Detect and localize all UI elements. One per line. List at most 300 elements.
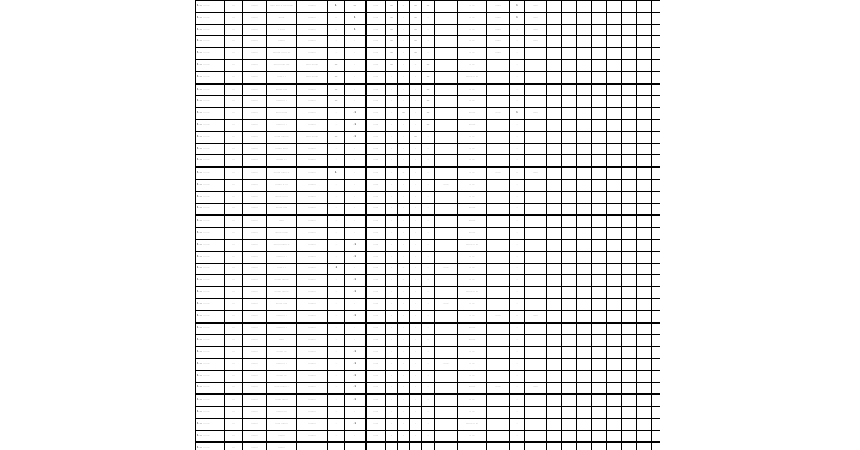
empty-cell[interactable] (607, 394, 622, 406)
table-cell[interactable]: ······ (487, 108, 510, 120)
table-cell[interactable]: 1 — ·· ····· (196, 430, 225, 442)
empty-cell[interactable] (637, 418, 652, 430)
table-cell[interactable]: ········ (458, 203, 487, 215)
table-cell[interactable]: ······ ········· ·· (267, 239, 297, 251)
table-cell[interactable]: — (386, 1, 398, 13)
table-cell[interactable]: ········· (297, 203, 328, 215)
table-cell[interactable] (435, 191, 458, 203)
table-cell[interactable]: ······ ········ (297, 131, 328, 143)
table-cell[interactable]: · (422, 228, 435, 240)
empty-cell[interactable] (592, 179, 607, 191)
table-cell[interactable]: · (345, 203, 366, 215)
table-cell[interactable]: 1 — ·· ····· (196, 251, 225, 263)
table-cell[interactable]: ······ ········ · (267, 382, 297, 394)
empty-cell[interactable] (652, 298, 661, 310)
table-cell[interactable]: ·· (398, 275, 410, 287)
empty-cell[interactable] (562, 394, 577, 406)
table-cell[interactable]: · (510, 335, 525, 347)
table-cell[interactable]: 1 — ·· ····· (196, 382, 225, 394)
table-cell[interactable]: · (398, 131, 410, 143)
table-cell[interactable]: · (410, 287, 422, 299)
empty-cell[interactable] (637, 287, 652, 299)
table-cell[interactable] (525, 394, 547, 406)
table-cell[interactable]: ······ (366, 430, 386, 442)
table-cell[interactable] (487, 191, 510, 203)
table-cell[interactable]: · (422, 191, 435, 203)
table-cell[interactable]: ··· (225, 298, 243, 310)
table-cell[interactable] (487, 71, 510, 83)
table-cell[interactable] (487, 84, 510, 96)
table-cell[interactable]: · (345, 228, 366, 240)
empty-cell[interactable] (607, 71, 622, 83)
table-cell[interactable]: · (510, 394, 525, 406)
empty-cell[interactable] (577, 394, 592, 406)
empty-cell[interactable] (637, 48, 652, 60)
table-cell[interactable]: ········ (267, 36, 297, 48)
table-cell[interactable]: — (328, 84, 345, 96)
empty-cell[interactable] (607, 310, 622, 322)
table-cell[interactable]: 1 — ·· ····· (196, 143, 225, 155)
empty-cell[interactable] (637, 1, 652, 13)
empty-cell[interactable] (577, 48, 592, 60)
empty-cell[interactable] (547, 407, 562, 419)
table-cell[interactable] (435, 228, 458, 240)
table-cell[interactable] (525, 275, 547, 287)
table-cell[interactable]: 1 — ·· ····· (196, 12, 225, 24)
table-cell[interactable]: 1 — ·· ····· (196, 298, 225, 310)
empty-cell[interactable] (592, 323, 607, 335)
table-cell[interactable]: — (386, 12, 398, 24)
table-cell[interactable]: 1 — ·· ····· (196, 48, 225, 60)
table-cell[interactable]: ······ (366, 251, 386, 263)
empty-cell[interactable] (652, 228, 661, 240)
empty-cell[interactable] (652, 275, 661, 287)
empty-cell[interactable] (562, 287, 577, 299)
table-cell[interactable]: ·1 (345, 358, 366, 370)
table-cell[interactable] (525, 347, 547, 359)
table-cell[interactable]: · (410, 228, 422, 240)
empty-cell[interactable] (562, 275, 577, 287)
empty-cell[interactable] (592, 84, 607, 96)
table-cell[interactable]: ······ (366, 155, 386, 167)
table-cell[interactable]: · (510, 298, 525, 310)
empty-cell[interactable] (592, 48, 607, 60)
table-cell[interactable]: · (398, 251, 410, 263)
table-cell[interactable]: ······· (487, 24, 510, 36)
table-cell[interactable]: ········· (297, 310, 328, 322)
empty-cell[interactable] (592, 407, 607, 419)
table-cell[interactable]: — (328, 131, 345, 143)
table-cell[interactable]: · (398, 239, 410, 251)
table-cell[interactable]: · (398, 155, 410, 167)
empty-cell[interactable] (577, 167, 592, 179)
table-cell[interactable]: ······ (366, 215, 386, 227)
empty-cell[interactable] (607, 167, 622, 179)
empty-cell[interactable] (577, 287, 592, 299)
empty-cell[interactable] (622, 84, 637, 96)
table-cell[interactable] (410, 442, 422, 450)
table-cell[interactable]: · (510, 179, 525, 191)
empty-cell[interactable] (562, 215, 577, 227)
table-cell[interactable]: · (510, 143, 525, 155)
table-cell[interactable]: — (386, 36, 398, 48)
table-cell[interactable]: ········ (243, 167, 267, 179)
table-cell[interactable]: · (345, 335, 366, 347)
empty-cell[interactable] (577, 430, 592, 442)
table-cell[interactable]: ······· ······· (267, 394, 297, 406)
table-cell[interactable]: ········ ········ (267, 287, 297, 299)
table-cell[interactable]: ·· (398, 1, 410, 13)
table-cell[interactable]: ·1 (345, 239, 366, 251)
table-cell[interactable]: ······ (525, 12, 547, 24)
table-cell[interactable] (487, 251, 510, 263)
empty-cell[interactable] (652, 131, 661, 143)
table-cell[interactable]: 1 — ·· ····· (196, 442, 225, 450)
table-cell[interactable]: 1 — ·· ····· (196, 108, 225, 120)
table-cell[interactable] (525, 179, 547, 191)
table-cell[interactable]: 1 — ·· ····· (196, 335, 225, 347)
table-cell[interactable] (487, 407, 510, 419)
empty-cell[interactable] (637, 167, 652, 179)
table-cell[interactable]: 1 — ·· ····· (196, 203, 225, 215)
table-cell[interactable] (510, 442, 525, 450)
table-cell[interactable]: ········· (297, 119, 328, 131)
table-cell[interactable]: · (510, 119, 525, 131)
empty-cell[interactable] (637, 239, 652, 251)
table-cell[interactable]: ······ (366, 347, 386, 359)
empty-cell[interactable] (562, 96, 577, 108)
empty-cell[interactable] (547, 155, 562, 167)
table-cell[interactable]: · (328, 155, 345, 167)
table-cell[interactable] (435, 394, 458, 406)
table-cell[interactable]: ··· (225, 407, 243, 419)
table-cell[interactable]: ······ (487, 310, 510, 322)
empty-cell[interactable] (652, 96, 661, 108)
table-cell[interactable]: ······· (487, 48, 510, 60)
table-cell[interactable]: · (398, 287, 410, 299)
table-cell[interactable]: · (510, 382, 525, 394)
table-cell[interactable]: ······ · · (267, 71, 297, 83)
table-cell[interactable]: · (510, 191, 525, 203)
table-cell[interactable]: · (328, 48, 345, 60)
table-cell[interactable]: ········· (297, 323, 328, 335)
table-cell[interactable]: ········ (243, 96, 267, 108)
table-cell[interactable] (487, 275, 510, 287)
empty-cell[interactable] (607, 143, 622, 155)
table-cell[interactable]: · (510, 71, 525, 83)
empty-cell[interactable] (637, 108, 652, 120)
table-cell[interactable]: ········ (243, 287, 267, 299)
table-cell[interactable] (525, 71, 547, 83)
table-cell[interactable]: ········· (297, 298, 328, 310)
empty-cell[interactable] (577, 108, 592, 120)
empty-cell[interactable] (607, 298, 622, 310)
table-cell[interactable]: · (422, 155, 435, 167)
table-cell[interactable]: · (510, 215, 525, 227)
table-cell[interactable]: — (328, 59, 345, 71)
table-cell[interactable]: · (510, 36, 525, 48)
table-cell[interactable] (525, 251, 547, 263)
table-cell[interactable] (435, 275, 458, 287)
table-cell[interactable]: ·1 (345, 131, 366, 143)
table-cell[interactable]: · (345, 179, 366, 191)
table-cell[interactable]: ·· (328, 24, 345, 36)
table-cell[interactable]: ········ (243, 131, 267, 143)
table-cell[interactable]: ········ (243, 12, 267, 24)
table-cell[interactable]: · (398, 407, 410, 419)
empty-cell[interactable] (607, 96, 622, 108)
empty-cell[interactable] (607, 24, 622, 36)
table-cell[interactable]: ··· (225, 36, 243, 48)
table-cell[interactable]: ········ (243, 382, 267, 394)
empty-cell[interactable] (547, 24, 562, 36)
table-cell[interactable]: · (510, 48, 525, 60)
empty-cell[interactable] (577, 143, 592, 155)
table-cell[interactable]: · (398, 394, 410, 406)
table-cell[interactable]: · (398, 36, 410, 48)
table-cell[interactable]: · (386, 179, 398, 191)
empty-cell[interactable] (562, 36, 577, 48)
table-cell[interactable]: · (410, 382, 422, 394)
table-cell[interactable] (525, 228, 547, 240)
empty-cell[interactable] (652, 382, 661, 394)
empty-cell[interactable] (577, 298, 592, 310)
table-cell[interactable] (487, 323, 510, 335)
table-cell[interactable]: — (328, 96, 345, 108)
table-cell[interactable]: 1 (510, 12, 525, 24)
table-cell[interactable]: ·· ··· (458, 263, 487, 275)
empty-cell[interactable] (577, 263, 592, 275)
table-cell[interactable]: · (328, 36, 345, 48)
empty-cell[interactable] (562, 1, 577, 13)
empty-cell[interactable] (622, 179, 637, 191)
table-cell[interactable]: ······ (366, 228, 386, 240)
table-cell[interactable]: · (422, 382, 435, 394)
empty-cell[interactable] (547, 239, 562, 251)
table-cell[interactable]: — (422, 59, 435, 71)
empty-cell[interactable] (592, 108, 607, 120)
table-cell[interactable]: 1 — ·· ····· (196, 323, 225, 335)
table-cell[interactable]: · (422, 430, 435, 442)
table-cell[interactable] (435, 36, 458, 48)
table-cell[interactable]: · (345, 59, 366, 71)
table-cell[interactable] (525, 239, 547, 251)
table-cell[interactable]: ··· (225, 382, 243, 394)
empty-cell[interactable] (622, 119, 637, 131)
table-cell[interactable]: · (386, 382, 398, 394)
table-cell[interactable]: · (422, 298, 435, 310)
table-cell[interactable]: 1 — ·· ····· (196, 167, 225, 179)
table-cell[interactable]: ······ (366, 287, 386, 299)
table-cell[interactable]: ·· ··· (458, 84, 487, 96)
empty-cell[interactable] (547, 36, 562, 48)
empty-cell[interactable] (622, 143, 637, 155)
table-cell[interactable]: ········· (297, 370, 328, 382)
empty-cell[interactable] (622, 263, 637, 275)
table-cell[interactable] (525, 59, 547, 71)
table-cell[interactable] (487, 228, 510, 240)
empty-cell[interactable] (577, 191, 592, 203)
empty-cell[interactable] (577, 228, 592, 240)
table-cell[interactable]: ········ (243, 228, 267, 240)
table-cell[interactable]: ······ (525, 108, 547, 120)
table-cell[interactable]: · (422, 335, 435, 347)
empty-cell[interactable] (652, 143, 661, 155)
empty-cell[interactable] (607, 36, 622, 48)
table-cell[interactable] (435, 48, 458, 60)
table-cell[interactable] (487, 131, 510, 143)
table-cell[interactable]: ········· (297, 167, 328, 179)
empty-cell[interactable] (547, 84, 562, 96)
empty-cell[interactable] (562, 48, 577, 60)
empty-cell[interactable] (622, 24, 637, 36)
table-cell[interactable]: · (422, 323, 435, 335)
table-cell[interactable]: · (345, 323, 366, 335)
table-cell[interactable]: ········· (297, 84, 328, 96)
table-cell[interactable] (525, 215, 547, 227)
table-cell[interactable]: — (422, 96, 435, 108)
table-cell[interactable]: ······ (366, 203, 386, 215)
empty-cell[interactable] (577, 24, 592, 36)
empty-cell[interactable] (607, 370, 622, 382)
empty-cell[interactable] (637, 251, 652, 263)
table-cell[interactable]: · (422, 12, 435, 24)
table-cell[interactable]: ········· (297, 96, 328, 108)
empty-cell[interactable] (577, 239, 592, 251)
table-cell[interactable]: · (510, 358, 525, 370)
empty-cell[interactable] (607, 275, 622, 287)
table-cell[interactable]: ········ ·· · (267, 251, 297, 263)
empty-cell[interactable] (562, 251, 577, 263)
table-cell[interactable]: 1 — ·· ····· (196, 394, 225, 406)
empty-cell[interactable] (547, 228, 562, 240)
table-cell[interactable]: · (328, 298, 345, 310)
table-cell[interactable]: — (410, 24, 422, 36)
table-cell[interactable]: ········ ·· ··· (458, 287, 487, 299)
empty-cell[interactable] (592, 430, 607, 442)
table-cell[interactable]: · (386, 358, 398, 370)
table-cell[interactable]: · (410, 430, 422, 442)
table-cell[interactable]: · (422, 287, 435, 299)
empty-cell[interactable] (652, 215, 661, 227)
empty-cell[interactable] (607, 251, 622, 263)
table-cell[interactable]: ······ (525, 167, 547, 179)
table-cell[interactable]: ········· (297, 179, 328, 191)
table-cell[interactable]: ······ (366, 239, 386, 251)
table-cell[interactable]: · (410, 335, 422, 347)
table-cell[interactable]: ······ (525, 36, 547, 48)
table-cell[interactable]: ········ (243, 119, 267, 131)
empty-cell[interactable] (577, 382, 592, 394)
table-cell[interactable] (487, 203, 510, 215)
empty-cell[interactable] (577, 1, 592, 13)
empty-cell[interactable] (607, 191, 622, 203)
table-cell[interactable]: · (510, 275, 525, 287)
table-cell[interactable]: · (410, 155, 422, 167)
empty-cell[interactable] (637, 191, 652, 203)
table-cell[interactable]: ······ (366, 12, 386, 24)
table-cell[interactable]: — (422, 1, 435, 13)
table-cell[interactable]: ········ (243, 239, 267, 251)
table-cell[interactable]: · (345, 36, 366, 48)
table-cell[interactable] (487, 442, 510, 450)
table-cell[interactable]: · (398, 119, 410, 131)
table-cell[interactable]: · (398, 430, 410, 442)
empty-cell[interactable] (652, 263, 661, 275)
table-cell[interactable] (435, 239, 458, 251)
empty-cell[interactable] (577, 275, 592, 287)
table-cell[interactable]: ······ (366, 24, 386, 36)
empty-cell[interactable] (652, 310, 661, 322)
table-cell[interactable]: · (345, 155, 366, 167)
empty-cell[interactable] (547, 323, 562, 335)
table-cell[interactable]: · (410, 323, 422, 335)
table-cell[interactable]: · (422, 36, 435, 48)
table-cell[interactable]: 1 — ·· ····· (196, 155, 225, 167)
empty-cell[interactable] (562, 228, 577, 240)
table-cell[interactable]: · (398, 298, 410, 310)
empty-cell[interactable] (607, 323, 622, 335)
table-cell[interactable]: 1 — ·· ····· (196, 96, 225, 108)
table-cell[interactable]: ··· (225, 347, 243, 359)
empty-cell[interactable] (622, 36, 637, 48)
empty-cell[interactable] (592, 382, 607, 394)
table-cell[interactable]: · (510, 155, 525, 167)
table-cell[interactable]: ········· (297, 335, 328, 347)
empty-cell[interactable] (547, 251, 562, 263)
empty-cell[interactable] (547, 442, 562, 450)
table-cell[interactable]: ········· (297, 228, 328, 240)
table-cell[interactable]: ·· ··· (458, 1, 487, 13)
table-cell[interactable]: ········ (243, 442, 267, 450)
table-cell[interactable]: · (328, 251, 345, 263)
table-cell[interactable] (435, 323, 458, 335)
empty-cell[interactable] (652, 71, 661, 83)
table-cell[interactable]: · (422, 370, 435, 382)
table-cell[interactable]: 1 — ·· ····· (196, 36, 225, 48)
table-cell[interactable]: · (410, 119, 422, 131)
table-cell[interactable]: ········ (243, 430, 267, 442)
table-cell[interactable]: · (345, 167, 366, 179)
empty-cell[interactable] (577, 335, 592, 347)
table-cell[interactable]: ········ (243, 407, 267, 419)
table-cell[interactable]: ········· (297, 108, 328, 120)
table-cell[interactable]: · (328, 323, 345, 335)
empty-cell[interactable] (622, 167, 637, 179)
table-cell[interactable]: ······ (525, 24, 547, 36)
table-cell[interactable]: ········· (297, 36, 328, 48)
table-cell[interactable]: ········ ········ (267, 275, 297, 287)
table-cell[interactable]: ········ ····· (267, 203, 297, 215)
table-cell[interactable]: ·· ··· (458, 179, 487, 191)
table-cell[interactable] (487, 263, 510, 275)
table-cell[interactable]: ·· ··· (458, 155, 487, 167)
empty-cell[interactable] (637, 24, 652, 36)
table-cell[interactable]: ········· (297, 215, 328, 227)
table-cell[interactable]: ········ (458, 119, 487, 131)
table-cell[interactable]: ······ · · (267, 263, 297, 275)
table-cell[interactable]: ·1 (345, 418, 366, 430)
table-cell[interactable] (435, 251, 458, 263)
table-cell[interactable]: ······ ········ (267, 418, 297, 430)
table-cell[interactable]: ········ ·· · (267, 96, 297, 108)
empty-cell[interactable] (547, 287, 562, 299)
empty-cell[interactable] (637, 310, 652, 322)
table-cell[interactable]: — (345, 1, 366, 13)
table-cell[interactable]: ······ (366, 179, 386, 191)
empty-cell[interactable] (652, 191, 661, 203)
empty-cell[interactable] (652, 239, 661, 251)
